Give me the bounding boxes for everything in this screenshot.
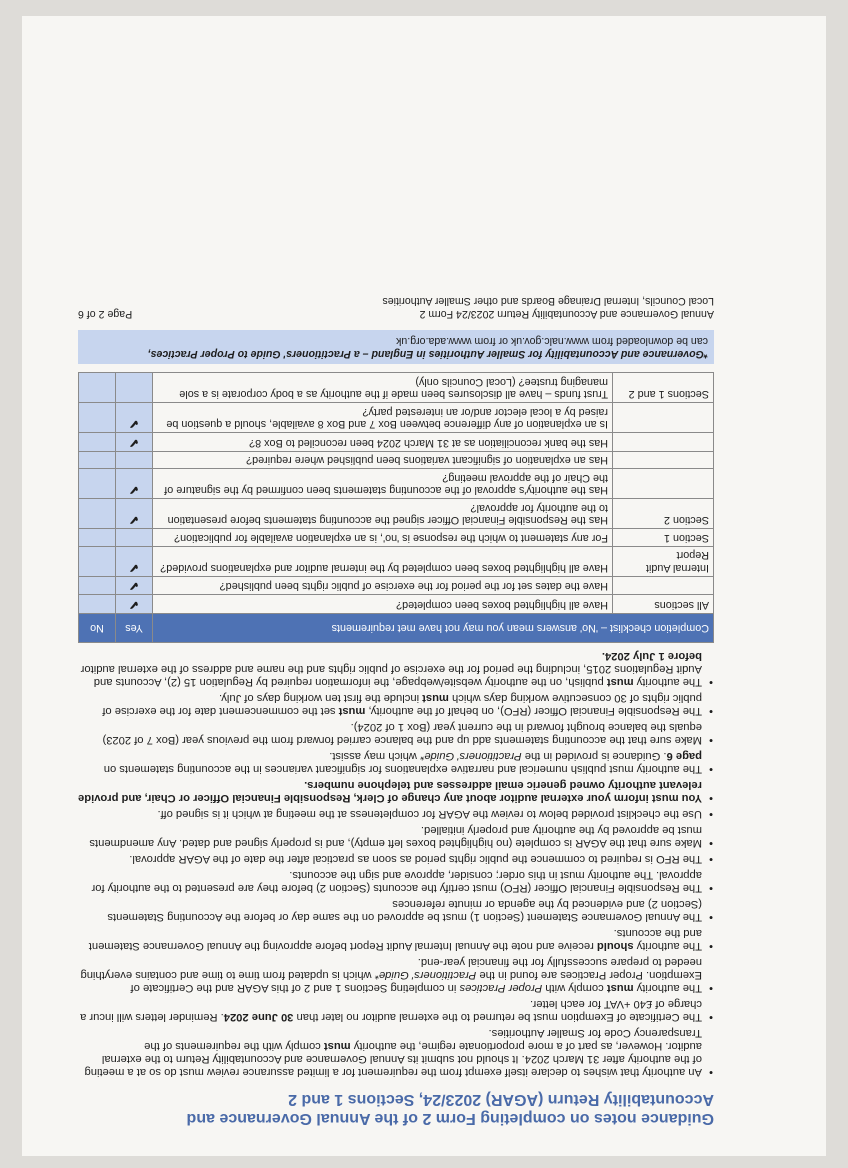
guidance-bullet [78, 852, 702, 865]
guidance-bullet [78, 778, 702, 804]
guidance-bullet [78, 868, 702, 894]
bullet-text: The RFO is required to commence the public rights period as soon as practical after the date of the AGAR approval. [129, 853, 702, 865]
bullet-text: The Responsible Financial Officer (RFO), on behalf of the authority, [365, 705, 702, 717]
checklist-question: Has the authority's approval of the accounting statements been confirmed by the signature of the Chair of the approval meeting? [153, 469, 613, 499]
title-line-1: Guidance notes on completing Form 2 of the Annual Governance and [186, 1110, 714, 1127]
bullet-text: * which is updated from time to time and contains everything needed to prepare successfully for the financial year-end. [80, 956, 702, 981]
bullet-text: The Annual Governance Statement (Section 1) must be approved on the same day or before the Accounting Statements (Section 2) and evidenced by the agenda or minute references [107, 898, 702, 923]
document-title [78, 1090, 714, 1128]
note-line-1: *Governance and Accountability for Smaller Authorities in England – a Practitioners' Guide to Proper Practices, [147, 348, 708, 361]
checklist-no-box[interactable] [79, 373, 116, 403]
checklist-question: Trust funds – have all disclosures been made if the authority as a body corporate is a sole managing trustee? (Local Councils only) [153, 373, 613, 403]
bullet-text: An authority that wishes to declare itself exempt from the requirement for a limited assurance review must do so at a meeting of the authority after 31 March 2024. It should not submit its Annual Governance and Accountability Return to the external auditor. However, as part of a more proportionate regime, the authority [84, 1040, 702, 1078]
checklist-question: Is an explanation of any difference between Box 7 and Box 8 available, should a question be raised by a local elector and/or an interested party? [153, 403, 613, 433]
checklist-section: Sections 1 and 2 [613, 373, 714, 403]
bullet-text: Make sure that the accounting statements add up and the balance carried forward from the previous year (Box 7 of 2023) equals the balance brought forward in the current year (Box 1 of 2024). [102, 721, 702, 746]
checklist-yes-box[interactable] [116, 547, 153, 577]
checklist-question: Has the Responsible Financial Officer signed the accounting statements before presentation to the authority for approval? [153, 499, 613, 529]
bullet-text: The authority [633, 940, 702, 952]
checklist-yes-box[interactable] [116, 577, 153, 596]
checklist-no-box[interactable] [79, 469, 116, 499]
footer-form-title [382, 295, 714, 321]
checklist-section: All sections [613, 595, 714, 614]
bullet-text: Practitioners' Guide [378, 969, 477, 981]
bullet-text: must [606, 676, 634, 688]
tick-icon: ✔ [128, 561, 140, 575]
bullet-text: * which may assist. [329, 750, 425, 762]
checklist-section: Internal Audit Report [613, 547, 714, 577]
guidance-bullet [78, 926, 702, 952]
checklist-row [79, 577, 714, 596]
checklist-header: Completion checklist – 'No' answers mean you may not have met requirements [153, 614, 714, 643]
checklist-no-box[interactable] [79, 452, 116, 470]
bullet-text: Use the checklist provided below to review the AGAR for completeness at the meeting at which it is signed off. [157, 808, 702, 820]
bullet-text: should [596, 940, 634, 952]
guidance-bullet-list [78, 649, 714, 1078]
bullet-text: must [323, 1040, 351, 1052]
checklist-row [79, 373, 714, 403]
bullet-text: You must inform your external auditor about any change of Clerk, Responsible Financial Officer or Chair, and provide relevant authority owned generic email addresses and telephone numbers. [78, 779, 702, 804]
checklist-yes-box[interactable] [116, 499, 153, 529]
bullet-text: 30 June 2024 [223, 1011, 294, 1023]
bullet-text: The Certificate of Exemption must be returned to the external auditor no later than [293, 1011, 702, 1023]
checklist-question: Has an explanation of significant variations been published where required? [153, 452, 613, 470]
page-footer [78, 295, 714, 321]
practitioners-guide-note [78, 331, 714, 365]
guidance-bullet [78, 897, 702, 923]
checklist-yes-box[interactable] [116, 529, 153, 547]
checklist-question: Have all highlighted boxes been completed by the internal auditor and explanations provided? [153, 547, 613, 577]
footer-line-1: Annual Governance and Accountability Return 2023/24 Form 2 [419, 308, 714, 321]
checklist-yes-box[interactable] [116, 452, 153, 470]
paper-sheet [22, 16, 826, 1156]
no-column-header: No [79, 614, 116, 643]
checklist-row [79, 403, 714, 433]
page-number: Page 2 of 6 [78, 308, 133, 321]
document-body [78, 295, 714, 1129]
checklist-yes-box[interactable] [116, 403, 153, 433]
guidance-bullet [78, 823, 702, 849]
guidance-bullet [78, 997, 702, 1023]
checklist-no-box[interactable] [79, 529, 116, 547]
checklist-no-box[interactable] [79, 547, 116, 577]
checklist-no-box[interactable] [79, 433, 116, 452]
title-line-2: Accountability Return (AGAR) 2023/24, Sections 1 and 2 [288, 1091, 714, 1108]
checklist-no-box[interactable] [79, 595, 116, 614]
checklist-row [79, 547, 714, 577]
tick-icon: ✔ [128, 483, 140, 498]
checklist-no-box[interactable] [79, 403, 116, 433]
checklist-question: Have all highlighted boxes been completed? [153, 595, 613, 614]
checklist-yes-box[interactable] [116, 469, 153, 499]
bullet-text: comply with the requirements of the Transparency Code for Smaller Authorities. [144, 1027, 702, 1052]
tick-icon: ✔ [128, 417, 140, 432]
bullet-text: Practitioners' Guide [424, 750, 522, 762]
bullet-text: receive and note the Annual Internal Audit Report before approving the Annual Governance Statement and the accounts. [88, 927, 702, 952]
bullet-text: Make sure that the AGAR is complete (no highlighted boxes left empty), and is properly signed and dated. Any amendments must be approved by the authority and properly initialled. [89, 824, 702, 849]
bullet-text: The Responsible Financial Officer (RFO) must certify the accounts (Section 2) before they are presented to the authority for approval. The authority must in this order; consider, approve and sign the accounts. [91, 869, 702, 894]
tick-icon: ✔ [128, 598, 140, 612]
bullet-text: must [422, 692, 449, 704]
checklist-yes-box[interactable] [116, 595, 153, 614]
bullet-text: comply with [542, 982, 607, 994]
checklist-row [79, 452, 714, 470]
bullet-text: The authority [633, 676, 702, 688]
bullet-text: must [606, 982, 634, 994]
checklist-section [613, 403, 714, 433]
checklist-no-box[interactable] [79, 577, 116, 596]
bullet-text: Proper Practices [459, 982, 543, 994]
checklist-header-row [79, 614, 714, 643]
checklist-row [79, 433, 714, 452]
bullet-text: . Guidance is provided in the [521, 750, 667, 762]
bullet-text: page 6 [666, 750, 702, 762]
checklist-question: For any statement to which the response is 'no', is an explanation available for publication? [153, 529, 613, 547]
bullet-text: in completing Sections 1 and 2 of this AGAR and the Certificate of Exemption. Proper Practices are found in the [130, 969, 702, 994]
guidance-bullet [78, 1026, 702, 1078]
tick-icon: ✔ [128, 579, 140, 594]
checklist-section [613, 577, 714, 596]
note-line-2: can be downloaded from www.nalc.gov.uk or from www.ada.org.uk [396, 335, 708, 348]
bullet-text: set the commencement date for the exercise of public rights of 30 consecutive working days which [102, 692, 702, 717]
bullet-text: publish, on the authority website/webpage, the information required by Regulation 15 (2), Accounts and Audit Regulations 2015, including the period for the exercise of public rights and the name and address of the external auditor [80, 663, 702, 688]
tick-icon: ✔ [128, 436, 140, 450]
checklist-row [79, 529, 714, 547]
checklist-section [613, 433, 714, 452]
completion-checklist-table [78, 373, 714, 644]
checklist-row [79, 469, 714, 499]
checklist-section: Section 2 [613, 499, 714, 529]
guidance-bullet [78, 749, 702, 775]
bullet-text: The authority must publish numerical and narrative explanations for significant variances in the accounting statements on [103, 763, 702, 775]
bullet-text: include the first ten working days of July. [219, 692, 423, 704]
bullet-text: The authority [633, 982, 702, 994]
bullet-text: . Reminder letters will incur a charge of £40 +VAT for each letter. [80, 998, 702, 1023]
checklist-section [613, 452, 714, 470]
checklist-question: Has the bank reconciliation as at 31 March 2024 been reconciled to Box 8? [153, 433, 613, 452]
footer-line-2: Local Councils, Internal Drainage Boards and other Smaller Authorities [382, 295, 714, 308]
tick-icon: ✔ [128, 513, 140, 528]
checklist-no-box[interactable] [79, 499, 116, 529]
checklist-yes-box[interactable] [116, 433, 153, 452]
bullet-text: before 1 July 2024. [601, 650, 702, 662]
guidance-bullet [78, 691, 702, 717]
checklist-yes-box[interactable] [116, 373, 153, 403]
guidance-bullet [78, 649, 702, 688]
guidance-bullet [78, 955, 702, 994]
bullet-text: must [338, 705, 366, 717]
checklist-section: Section 1 [613, 529, 714, 547]
checklist-row [79, 499, 714, 529]
checklist-question: Have the dates set for the period for the exercise of public rights been published? [153, 577, 613, 596]
yes-column-header: Yes [116, 614, 153, 643]
guidance-bullet [78, 720, 702, 746]
checklist-section [613, 469, 714, 499]
guidance-bullet [78, 807, 702, 820]
checklist-row [79, 595, 714, 614]
